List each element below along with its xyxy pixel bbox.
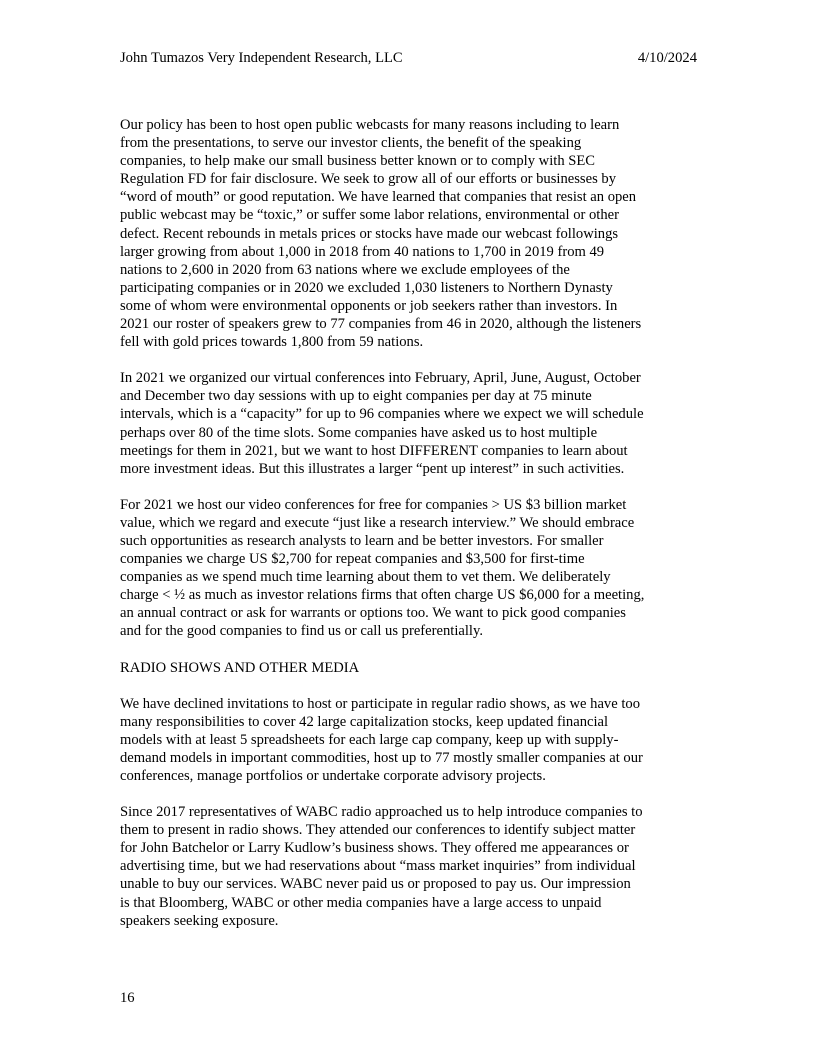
paragraph-virtual-conferences: In 2021 we organized our virtual conferences into February, April, June, August, October and December two day sessions with up to eight companies per day at 75 minute intervals, which is a “capacity” for up to 96 companies where we expect we will schedule perhaps over 80 of the time slots. Some companies have asked us to host multiple meetings for them in 2021, but we want to host DIFFERENT companies to learn about more investment ideas. But this illustrates a larger “pent up interest” in such activities.: [120, 370, 644, 477]
page-header: [120, 50, 697, 67]
paragraph-webcast-policy: Our policy has been to host open public webcasts for many reasons including to learn from the presentations, to serve our investor clients, the benefit of the speaking companies, to help make our small business better known or to comply with SEC Regulation FD for fair disclosure. We seek to grow all of our efforts or businesses by “word of mouth” or good reputation. We have learned that companies that resist an open public webcast may be “toxic,” or suffer some labor relations, environmental or other defect. Recent rebounds in metals prices or stocks have made our webcast followings larger growing from about 1,000 in 2018 from 40 nations to 1,700 in 2019 from 49 nations to 2,600 in 2020 from 63 nations where we exclude employees of the participating companies or in 2020 we excluded 1,030 listeners to Northern Dynasty some of whom were environmental opponents or job seekers rather than investors. In 2021 our roster of speakers grew to 77 companies from 46 in 2020, although the listeners fell with gold prices towards 1,800 from 59 nations.: [120, 117, 642, 351]
paragraph-wabc-radio: Since 2017 representatives of WABC radio approached us to help introduce companies to them to present in radio shows. They attended our conferences to identify subject matter for John Batchelor or Larry Kudlow’s business shows. They offered me appearances or advertising time, but we had reservations about “mass market inquiries” from individual unable to buy our services. WABC never paid us or proposed to pay us. Our impression is that Bloomberg, WABC or other media companies have a large access to unpaid speakers seeking exposure.: [120, 804, 643, 929]
paragraph-declined-radio: We have declined invitations to host or participate in regular radio shows, as we have too many responsibilities to cover 42 large capitalization stocks, keep updated financial models with at least 5 spreadsheets for each large cap company, keep up with supply- demand models in important commodities, host up to 77 mostly smaller companies at our conferences, manage portfolios or undertake corporate advisory projects.: [120, 695, 643, 784]
section-heading-radio-shows: RADIO SHOWS AND OTHER MEDIA: [120, 659, 360, 676]
paragraph-conference-fees: For 2021 we host our video conferences for free for companies > US $3 billion market value, which we regard and execute “just like a research interview.” We should embrace such opportunities as research analysts to learn and be better investors. For smaller companies we charge US $2,700 for repeat companies and $3,500 for first-time companies as we spend much time learning about them to vet them. We deliberately charge < ½ as much as investor relations firms that often charge US $6,000 for a meeting, an annual contract or ask for warrants or options too. We want to pick good companies and for the good companies to find us or call us preferentially.: [120, 496, 645, 640]
header-date: 4/10/2024: [637, 50, 697, 66]
page-number: 16: [120, 990, 135, 1006]
body-text: [120, 116, 700, 948]
header-firm-name: John Tumazos Very Independent Research, LLC: [120, 50, 403, 66]
